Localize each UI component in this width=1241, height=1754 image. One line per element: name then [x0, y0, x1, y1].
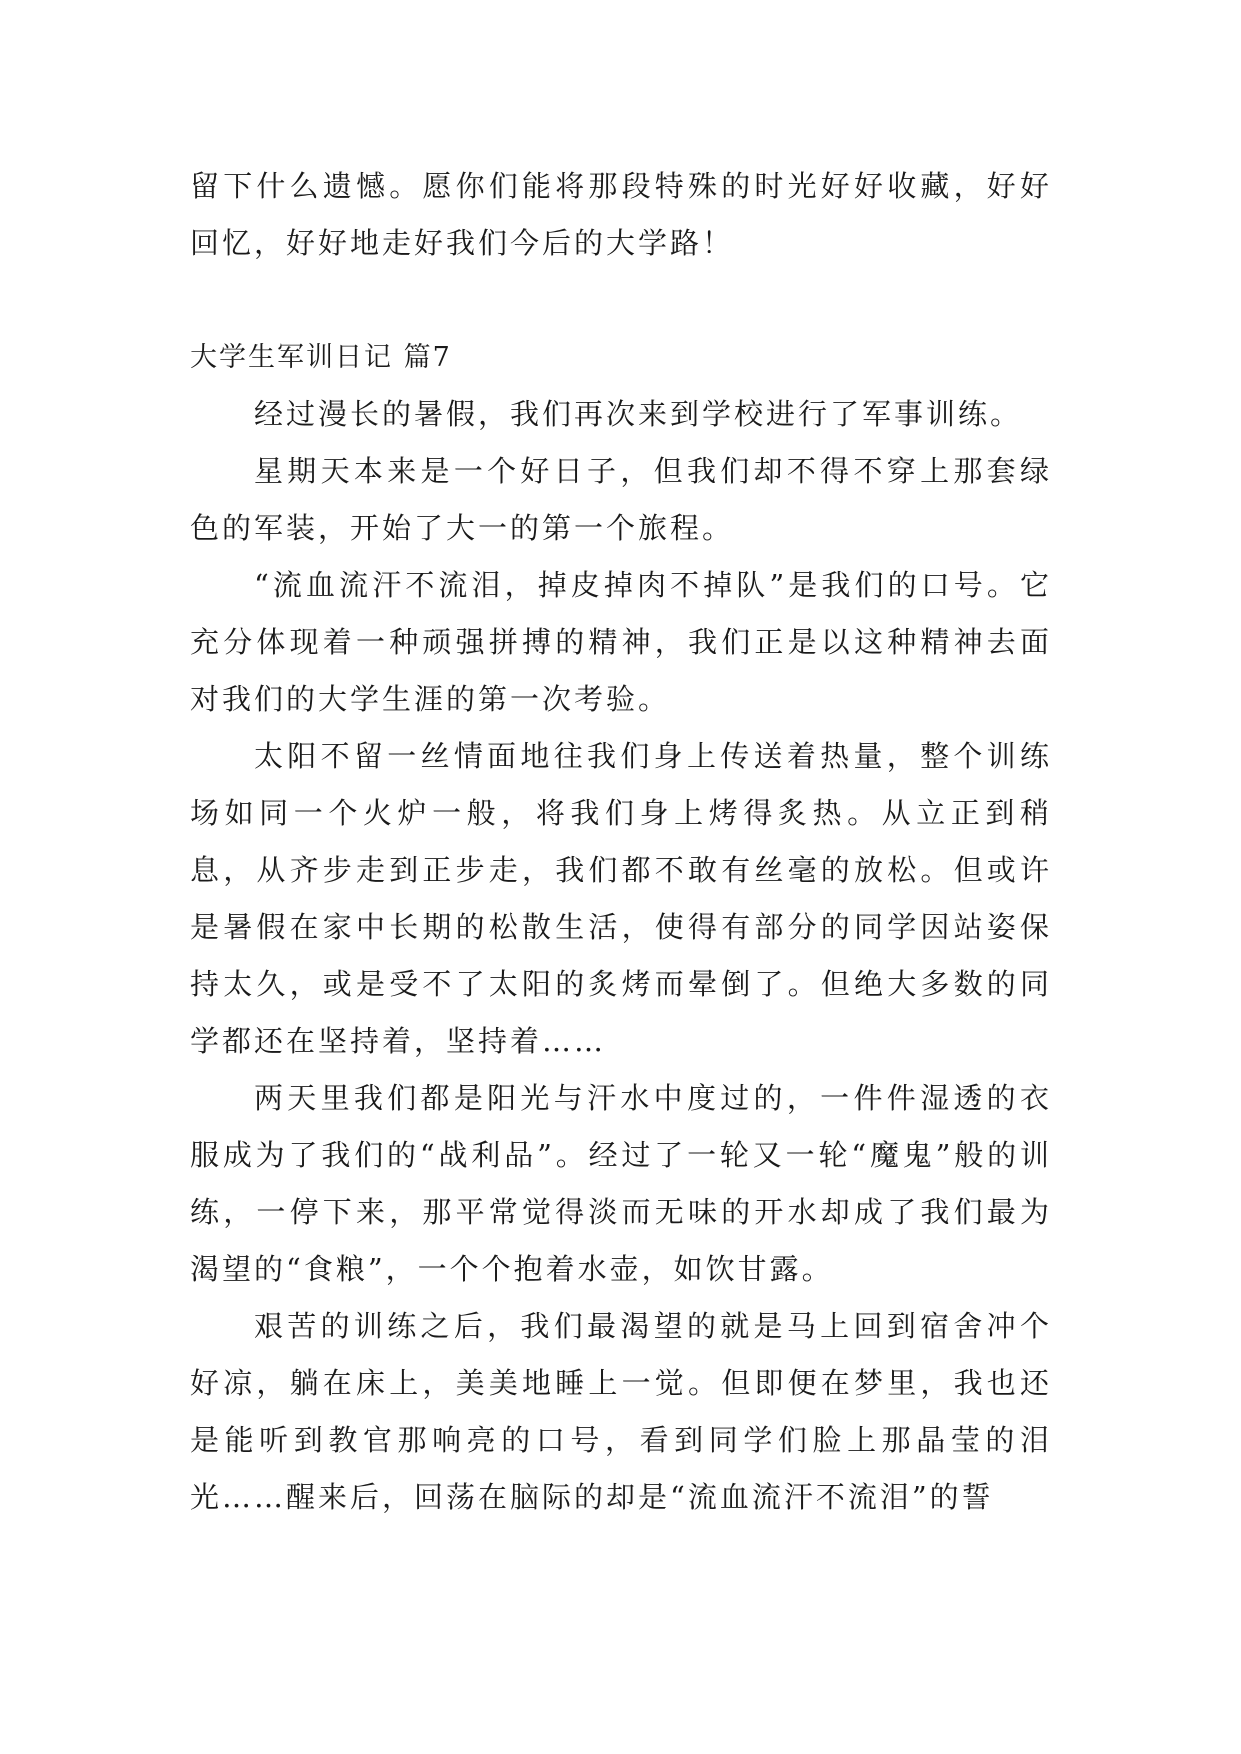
paragraph-1: 经过漫长的暑假，我们再次来到学校进行了军事训练。: [254, 397, 1023, 431]
paragraph-5: 两天里我们都是阳光与汗水中度过的，一件件湿透的衣服成为了我们的“战利品”。经过了一轮又一轮“魔鬼”般的训练，一停下来，那平常觉得淡而无味的开水却成了我们最为渴望的“食粮”，一个个抱着水壶，如饮甘露。: [190, 1081, 1052, 1286]
previous-entry-ending: 留下什么遗憾。愿你们能将那段特殊的时光好好收藏，好好回忆，好好地走好我们今后的大学路！: [190, 169, 1052, 260]
paragraph-3: “流血流汗不流泪，掉皮掉肉不掉队”是我们的口号。它充分体现着一种顽强拼搏的精神，我们正是以这种精神去面对我们的大学生涯的第一次考验。: [190, 568, 1052, 716]
paragraph-2: 星期天本来是一个好日子，但我们却不得不穿上那套绿色的军装，开始了大一的第一个旅程。: [190, 454, 1052, 545]
paragraph-6: 艰苦的训练之后，我们最渴望的就是马上回到宿舍冲个好凉，躺在床上，美美地睡上一觉。但即便在梦里，我也还是能听到教官那响亮的口号，看到同学们脸上那晶莹的泪光……醒来后，回荡在脑际的却是“流血流汗不流泪”的誓: [190, 1309, 1052, 1514]
paragraph-4: 太阳不留一丝情面地往我们身上传送着热量，整个训练场如同一个火炉一般，将我们身上烤得炙热。从立正到稍息，从齐步走到正步走，我们都不敢有丝毫的放松。但或许是暑假在家中长期的松散生活，使得有部分的同学因站姿保持太久，或是受不了太阳的炙烤而晕倒了。但绝大多数的同学都还在坚持着，坚持着……: [190, 739, 1052, 1058]
entry-heading: 大学生军训日记 篇7: [190, 342, 452, 373]
document-page: [190, 158, 1052, 1526]
